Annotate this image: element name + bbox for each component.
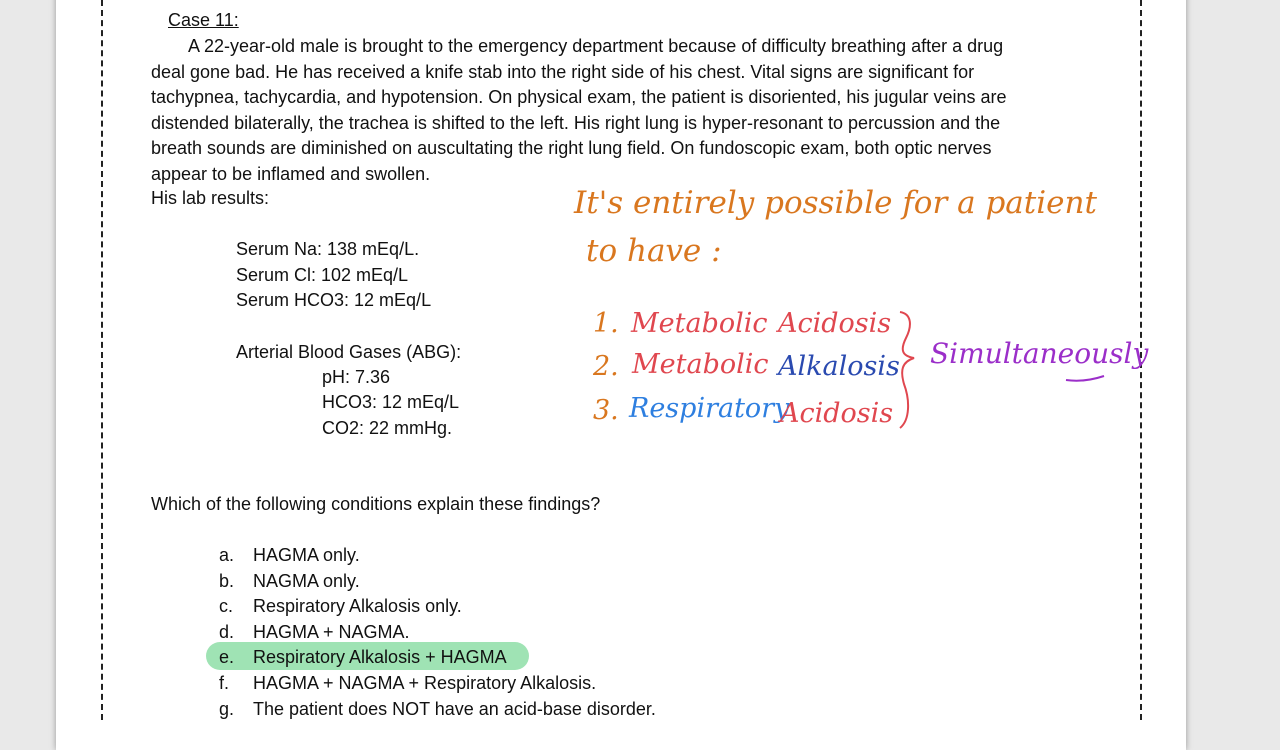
right-brace-icon xyxy=(900,312,914,428)
paragraph-line: tachypnea, tachycardia, and hypotension. On physical exam, the patient is disoriented, his jugular veins are xyxy=(151,87,1007,108)
annotation-item-word: Metabolic xyxy=(632,349,769,380)
annotation-item-word: Respiratory xyxy=(629,393,790,424)
option-letter: a. xyxy=(219,545,235,565)
option-letter: d. xyxy=(219,622,235,642)
paragraph-line: distended bilaterally, the trachea is shifted to the left. His right lung is hyper-resonant to percussion and the xyxy=(151,112,1001,133)
annotation-item-num: 1. xyxy=(593,308,619,339)
annotation-line-2: to have : xyxy=(586,233,722,269)
annotation-simultaneously: Simultaneously xyxy=(930,337,1149,370)
serum-hco3: Serum HCO3: 12 mEq/L xyxy=(236,290,432,310)
abg-heading: Arterial Blood Gases (ABG): xyxy=(236,342,462,362)
paragraph-line: A 22-year-old male is brought to the emergency department because of difficulty breathing after a drug xyxy=(188,36,1004,56)
option-letter: f. xyxy=(219,673,230,693)
annotation-item-word: Metabolic xyxy=(631,308,768,339)
question-text: Which of the following conditions explain these findings? xyxy=(151,494,601,514)
annotation-item-word: Alkalosis xyxy=(778,351,900,382)
paragraph-line: deal gone bad. He has received a knife stab into the right side of his chest. Vital signs are significant for xyxy=(151,61,975,82)
option-letter: b. xyxy=(219,571,235,591)
option-text: NAGMA only. xyxy=(253,571,360,591)
annotation-item-num: 3. xyxy=(593,395,619,426)
serum-na: Serum Na: 138 mEq/L. xyxy=(236,239,420,259)
option-letter: e. xyxy=(219,647,235,667)
case-title: Case 11: xyxy=(168,10,239,30)
underline-stroke xyxy=(1066,376,1104,381)
serum-cl: Serum Cl: 102 mEq/L xyxy=(236,265,409,285)
annotation-item-num: 2. xyxy=(593,351,619,382)
abg-ph: pH: 7.36 xyxy=(322,367,391,387)
abg-hco3: HCO3: 12 mEq/L xyxy=(322,392,460,412)
option-text: Respiratory Alkalosis + HAGMA xyxy=(253,647,507,667)
labs-heading: His lab results: xyxy=(151,188,270,208)
abg-co2: CO2: 22 mmHg. xyxy=(322,418,453,438)
paragraph-line: appear to be inflamed and swollen. xyxy=(151,163,431,184)
option-text: Respiratory Alkalosis only. xyxy=(253,596,462,616)
annotation-item-word: Acidosis xyxy=(780,398,894,429)
annotation-line-1: It's entirely possible for a patient xyxy=(574,185,1097,221)
annotation-item-word: Acidosis xyxy=(778,308,892,339)
option-text: HAGMA + NAGMA + Respiratory Alkalosis. xyxy=(253,673,597,693)
option-text: HAGMA only. xyxy=(253,545,360,565)
option-text: HAGMA + NAGMA. xyxy=(253,622,410,642)
option-letter: c. xyxy=(219,596,234,616)
option-letter: g. xyxy=(219,699,235,719)
option-text: The patient does NOT have an acid-base disorder. xyxy=(253,699,656,719)
paragraph-line: breath sounds are diminished on auscultating the right lung field. On fundoscopic exam, both optic nerves xyxy=(151,138,992,159)
